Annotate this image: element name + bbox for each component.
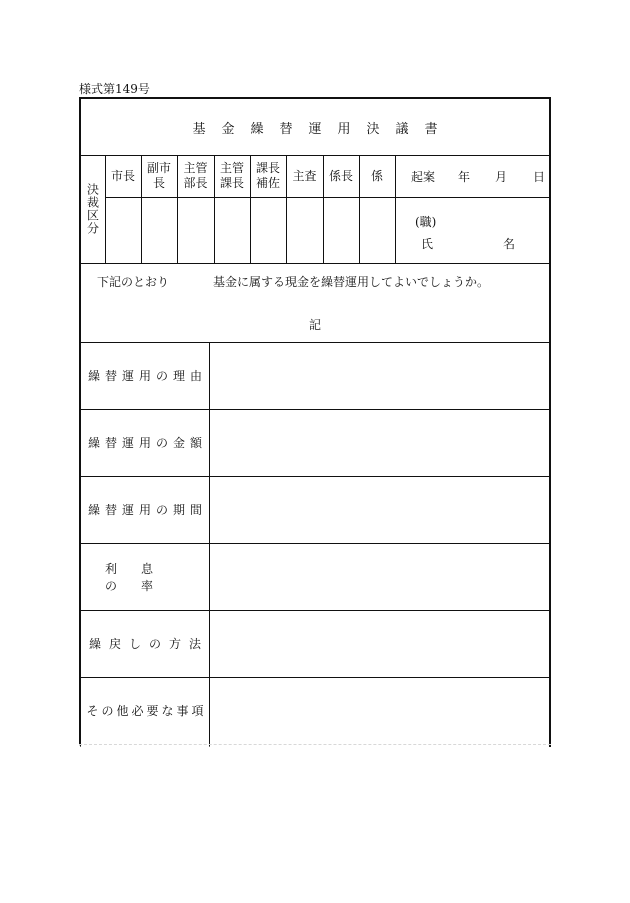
stamp-box-chief-examiner[interactable] bbox=[286, 197, 323, 263]
draft-day-label: 日 bbox=[533, 169, 546, 184]
item-label-period: 繰替運用の期間 bbox=[87, 503, 207, 517]
role-division-manager: 主管 課長 bbox=[219, 161, 244, 190]
item-value-period[interactable] bbox=[210, 476, 549, 543]
stamp-box-deputy-mayor[interactable] bbox=[141, 197, 177, 263]
surname-label: 氏 bbox=[421, 237, 434, 251]
role-department-director: 主管 部長 bbox=[183, 161, 208, 190]
drafter-signature[interactable] bbox=[399, 197, 549, 263]
stamp-box-assistant-manager[interactable] bbox=[250, 197, 286, 263]
draft-date[interactable] bbox=[399, 155, 549, 197]
item-value-reason[interactable] bbox=[210, 342, 549, 409]
torn-edge bbox=[79, 744, 551, 751]
resolution-form bbox=[79, 97, 551, 747]
intro-lead: 下記のとおり bbox=[97, 275, 170, 289]
item-label-amount: 繰替運用の金額 bbox=[87, 436, 207, 450]
draft-year-label: 年 bbox=[458, 169, 471, 184]
decision-category-label: 決裁区分 bbox=[85, 183, 100, 235]
divider bbox=[81, 263, 549, 264]
item-label-repayment-method: 繰戻しの方法 bbox=[89, 637, 210, 651]
ki-heading: 記 bbox=[308, 318, 321, 332]
stamp-box-mayor[interactable] bbox=[105, 197, 141, 263]
stamp-box-division-manager[interactable] bbox=[214, 197, 250, 263]
role-staff: 係 bbox=[370, 168, 383, 183]
stamp-box-department-director[interactable] bbox=[177, 197, 214, 263]
item-value-amount[interactable] bbox=[210, 409, 549, 476]
intro-body: 基金に属する現金を繰替運用してよいでしょうか。 bbox=[213, 275, 490, 289]
divider bbox=[395, 155, 396, 263]
draft-month-label: 月 bbox=[495, 169, 508, 184]
form-title: 基金繰替運用決議書 bbox=[192, 121, 454, 137]
form-number: 様式第149号 bbox=[79, 82, 150, 96]
item-value-other-matters[interactable] bbox=[210, 677, 549, 744]
role-mayor: 市長 bbox=[110, 168, 135, 183]
role-assistant-manager: 課長 補佐 bbox=[255, 161, 280, 190]
item-value-interest-rate[interactable] bbox=[210, 543, 549, 610]
stamp-box-staff[interactable] bbox=[359, 197, 395, 263]
stamp-box-section-chief[interactable] bbox=[323, 197, 359, 263]
role-section-chief: 係長 bbox=[328, 168, 353, 183]
item-label-reason: 繰替運用の理由 bbox=[87, 369, 207, 383]
item-label-other-matters: その他必要な事項 bbox=[86, 704, 207, 718]
role-chief-examiner: 主査 bbox=[292, 168, 317, 183]
role-deputy-mayor: 副市 長 bbox=[146, 161, 171, 190]
item-value-repayment-method[interactable] bbox=[210, 610, 549, 677]
given-name-label: 名 bbox=[503, 237, 516, 251]
draft-label: 起案 bbox=[411, 169, 436, 184]
position-label: (職) bbox=[415, 215, 437, 229]
item-label-interest-rate: 利息の率 bbox=[105, 561, 178, 593]
